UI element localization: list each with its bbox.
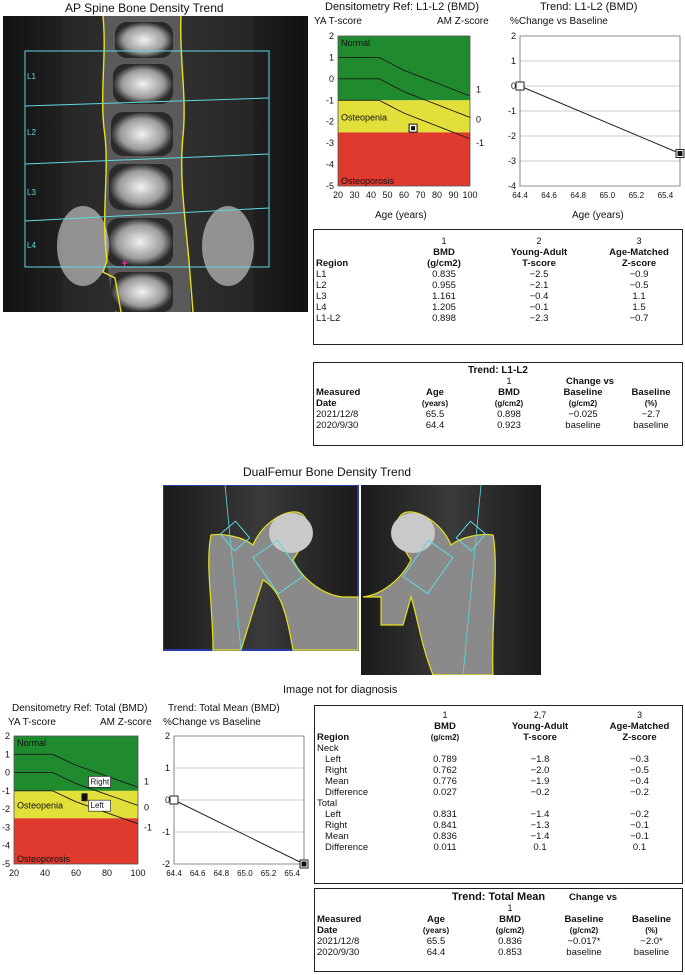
cell: −1.3 (530, 820, 550, 831)
x-tick-label: 90 (448, 190, 459, 200)
y-tick-label: -1 (325, 95, 334, 106)
y-tick-label: -3 (325, 138, 334, 149)
table-row (315, 947, 682, 958)
cell: 0.955 (432, 280, 456, 291)
cell: 0.923 (497, 420, 521, 431)
x-tick-label: 40 (365, 190, 377, 200)
trend-point-dot (678, 151, 683, 156)
y-tick-label: 1 (4, 749, 10, 760)
cell: −0.7 (629, 313, 649, 324)
vertebra-label-l4: L4 (27, 241, 36, 250)
cell: L1 (316, 269, 327, 280)
z-tick-label: -1 (144, 822, 153, 833)
densitometry-spine-chart (310, 30, 495, 205)
cell: Left (325, 754, 341, 765)
z-tick-label: 1 (476, 84, 482, 95)
cell: 0.853 (498, 947, 522, 958)
table-row (314, 409, 682, 420)
table-row (315, 842, 682, 853)
x-tick-label: 80 (101, 868, 113, 878)
trend-total-subtitle: %Change vs Baseline (163, 717, 261, 728)
col-bmd: BMD (434, 721, 456, 732)
cell: −2.5 (529, 269, 549, 280)
y-tick-label: -4 (325, 159, 334, 170)
zone-label-osteopenia: Osteopenia (341, 112, 388, 123)
trend-spine-chart (498, 30, 685, 205)
baseline-point (516, 82, 524, 90)
femur-trend-table-body (315, 936, 682, 958)
y-tick-label: -4 (1, 840, 10, 851)
table-row (314, 291, 682, 302)
vertebra-label-l3: L3 (27, 188, 36, 197)
y-tick-label: -5 (1, 859, 10, 869)
table-row (314, 280, 682, 291)
table-row (314, 302, 682, 313)
table-row (315, 936, 682, 947)
x-tick-label: 20 (332, 190, 344, 200)
cell: −2.7 (641, 409, 661, 420)
y-tick-label: -1 (1, 785, 10, 796)
cell: 0.841 (433, 820, 457, 831)
cell: −2.0 (530, 765, 550, 776)
x-tick-label: 64.6 (189, 869, 206, 878)
cell (483, 743, 597, 754)
y-tick-label: 0 (164, 795, 170, 805)
trend-point-dot (302, 862, 307, 867)
table-row (315, 743, 682, 754)
cell: −0.2 (630, 787, 649, 798)
x-tick-label: 65.2 (628, 191, 645, 200)
svg-text:+: + (121, 256, 129, 270)
cell: −2.3 (529, 313, 549, 324)
cell: 1.205 (432, 302, 456, 313)
x-tick-label: 100 (130, 868, 146, 878)
cell: 65.5 (426, 936, 446, 947)
cell: −0.2 (530, 787, 550, 798)
densitometry-total-chart (0, 730, 165, 880)
cell: −0.017* (567, 936, 601, 947)
y-tick-label: -1 (507, 106, 516, 116)
x-tick-label: 64.8 (213, 869, 230, 878)
y-tick-label: -2 (1, 804, 10, 815)
cell: −0.5 (629, 280, 649, 291)
zone-label-normal: Normal (17, 738, 47, 748)
densitometry-total-title: Densitometry Ref: Total (BMD) (12, 703, 148, 714)
densitometry-total-am-label: AM Z-score (100, 717, 152, 728)
x-tick-label: 65.4 (657, 191, 674, 200)
cell: L3 (316, 291, 327, 302)
cell: 2020/9/30 (316, 420, 359, 431)
y-tick-label: -2 (161, 859, 170, 869)
x-tick-label: 50 (382, 190, 393, 200)
table-row (314, 313, 682, 324)
col-region: Region (316, 258, 349, 269)
cell: 64.4 (426, 947, 446, 958)
x-tick-label: 20 (8, 868, 20, 878)
col-bmd: BMD (433, 247, 455, 258)
spine-table-body (314, 269, 682, 324)
spine-trend-table: Trend: L1-L2 Measured Date Age (years) 1 BMD (g/cm2) Baseline (g/cm2) Baseline (%) 2021/12/8 65.5 0.898 −0.025 −2.7 2020/9/30 64.4 0.923 baseline baseline Change vs (313, 362, 683, 446)
z-tick-label: 0 (144, 802, 150, 813)
cell: 0.836 (433, 831, 457, 842)
zone-label-osteopenia: Osteopenia (17, 800, 64, 811)
marker-label: Right (90, 777, 110, 787)
cell (483, 798, 597, 809)
cell: 0.1 (533, 842, 547, 853)
cell: Mean (325, 776, 349, 787)
y-tick-label: 1 (510, 56, 516, 66)
table-row (315, 798, 682, 809)
cell: −0.1 (630, 820, 649, 831)
cell: 2021/12/8 (316, 409, 359, 420)
cell: −2.1 (529, 280, 549, 291)
cell: −0.025 (568, 409, 598, 420)
y-tick-label: 0 (510, 81, 516, 91)
vertebra-label-l2: L2 (27, 128, 36, 137)
femur-trend-table: Trend: Total Mean Measured Date Age (years) 1 BMD (g/cm2) Baseline (g/cm2) Baseline (%) 2021/12/8 65.5 0.836 −0.017* −2.0* 2020/9/30 64.4 0.853 baseline baseline Change vs (314, 888, 683, 972)
cell: 0.762 (433, 765, 457, 776)
cell: −0.2 (630, 809, 649, 820)
baseline-point (170, 796, 178, 804)
cell: Difference (325, 787, 369, 798)
y-tick-label: -5 (325, 181, 334, 191)
table-row (315, 831, 682, 842)
cell: L1-L2 (316, 313, 341, 324)
cell: baseline (633, 947, 670, 958)
x-tick-label: 40 (39, 868, 51, 878)
y-tick-label: -1 (161, 827, 170, 837)
densitometry-spine-am-label: AM Z-score (437, 16, 489, 27)
cell: Left (325, 809, 341, 820)
cell: −0.4 (630, 776, 649, 787)
x-tick-label: 65.2 (260, 869, 277, 878)
cell: 0.776 (433, 776, 457, 787)
femur-trend-table-title: Trend: Total Mean (451, 891, 546, 903)
cell (597, 798, 682, 809)
vertebra-label-l1: L1 (27, 72, 36, 81)
y-tick-label: 0 (328, 73, 334, 84)
cell: L2 (316, 280, 327, 291)
z-tick-label: 0 (476, 114, 482, 125)
cell: 0.831 (433, 809, 457, 820)
y-tick-label: -3 (507, 156, 516, 166)
spine-trend-table-title: Trend: L1-L2 (467, 365, 528, 376)
table-row (314, 420, 682, 431)
table-row (315, 809, 682, 820)
table-row (315, 787, 682, 798)
cell: −0.1 (529, 302, 549, 313)
trend-spine-title: Trend: L1-L2 (BMD) (540, 1, 638, 13)
x-tick-label: 80 (431, 190, 443, 200)
cell: Mean (325, 831, 349, 842)
marker-label: Left (90, 801, 104, 811)
cell: 1.161 (432, 291, 456, 302)
zone-label-normal: Normal (341, 38, 371, 48)
x-tick-label: 65.0 (237, 869, 253, 878)
x-tick-label: 60 (398, 190, 410, 200)
cell: 1.1 (632, 291, 646, 302)
trend-total-title: Trend: Total Mean (BMD) (168, 703, 280, 714)
spine-trend-change-vs: Change vs (566, 376, 615, 387)
table-row (315, 776, 682, 787)
x-tick-label: 100 (462, 190, 478, 200)
y-tick-label: 1 (164, 763, 170, 773)
x-tick-label: 70 (415, 190, 426, 200)
x-tick-label: 64.4 (166, 869, 182, 878)
cell: −1.4 (530, 809, 550, 820)
spine-xray (3, 16, 308, 312)
cell: −2.0* (640, 936, 663, 947)
cell (407, 743, 483, 754)
cell: Right (325, 820, 348, 831)
spine-trend-table-body (314, 409, 682, 431)
trend-total-chart (160, 730, 310, 880)
col-zscore: Age-Matched (609, 721, 670, 732)
cell: −0.1 (630, 831, 649, 842)
trend-spine-subtitle: %Change vs Baseline (510, 16, 608, 27)
cell: 0.789 (433, 754, 457, 765)
col-tscore: Young-Adult (511, 721, 569, 732)
table-row (315, 754, 682, 765)
x-tick-label: 64.6 (541, 191, 557, 200)
col-zscore: Age-Matched (609, 247, 669, 258)
spine-image (3, 16, 308, 312)
cell: 64.4 (425, 420, 445, 431)
x-tick-label: 60 (70, 868, 82, 878)
cell (407, 798, 483, 809)
cell: Neck (317, 743, 339, 754)
table-row (315, 765, 682, 776)
cell: 65.5 (425, 409, 445, 420)
cell: Right (325, 765, 348, 776)
densitometry-spine-title: Densitometry Ref: L1-L2 (BMD) (325, 1, 480, 13)
femur-xray (163, 485, 541, 675)
cell: Difference (325, 842, 369, 853)
cell: 0.027 (433, 787, 457, 798)
z-tick-label: 1 (144, 776, 150, 787)
femur-trend-change-vs: Change vs (569, 892, 618, 903)
femur-image (163, 485, 541, 675)
cell: 0.836 (498, 936, 522, 947)
cell: −0.3 (630, 754, 649, 765)
cell: 2021/12/8 (317, 936, 360, 947)
cell: −1.4 (530, 831, 550, 842)
y-tick-label: -2 (325, 116, 334, 127)
y-tick-label: 2 (510, 31, 516, 41)
table-row (315, 820, 682, 831)
femur-image-title: DualFemur Bone Density Trend (243, 465, 412, 479)
cell: 0.011 (433, 842, 457, 853)
cell: L4 (316, 302, 327, 313)
x-tick-label: 65.4 (284, 869, 300, 878)
cell: 0.898 (497, 409, 521, 420)
x-tick-label: 64.8 (570, 191, 586, 200)
x-tick-label: 30 (349, 190, 360, 200)
y-tick-label: 2 (328, 31, 334, 41)
densitometry-spine-xlabel: Age (years) (375, 210, 427, 221)
spine-image-title: AP Spine Bone Density Trend (65, 1, 224, 15)
cell: −0.5 (630, 765, 649, 776)
x-tick-label: 65.0 (599, 191, 616, 200)
cell: Total (317, 798, 338, 809)
col-tscore: Young-Adult (510, 247, 568, 258)
cell: −1.8 (530, 754, 550, 765)
cell: baseline (565, 420, 601, 431)
patient-marker-dot (411, 126, 415, 130)
x-tick-label: 64.4 (512, 191, 528, 200)
cell: 1.5 (632, 302, 646, 313)
y-tick-label: 2 (164, 731, 170, 741)
y-tick-label: 0 (4, 767, 10, 778)
densitometry-total-ya-label: YA T-score (8, 717, 56, 728)
cell: baseline (633, 420, 669, 431)
zone-label-osteoporosis: Osteoporosis (17, 854, 71, 864)
zone-label-osteoporosis: Osteoporosis (341, 176, 395, 186)
y-tick-label: 2 (4, 731, 10, 741)
femur-table-body (315, 743, 682, 853)
y-tick-label: -4 (507, 181, 516, 191)
femur-results-table: Region 1 BMD (g/cm2) 2,7 Young-Adult T-score 3 Age-Matched Z-score Neck Left 0.789 −1.8 −0.3 Right 0.762 −2.0 −0.5 Mean 0.776 −1.9 −0.4 Difference 0.027 −0.2 −0.2 Total Left 0.831 −1.4 −0.2 Right 0.841 −1.3 −0.1 Mean 0.836 −1.4 −0.1 Difference 0.011 0.1 0.1 (314, 705, 683, 884)
y-tick-label: -3 (1, 822, 10, 833)
cell: −0.9 (629, 269, 649, 280)
femur-disclaimer: Image not for diagnosis (283, 684, 398, 696)
cell (597, 743, 682, 754)
cell: 2020/9/30 (317, 947, 360, 958)
densitometry-spine-ya-label: YA T-score (314, 16, 362, 27)
cell: 0.835 (432, 269, 456, 280)
cell: 0.898 (432, 313, 456, 324)
y-tick-label: 1 (328, 52, 334, 63)
cell: baseline (566, 947, 602, 958)
patient-marker (82, 795, 88, 801)
y-tick-label: -2 (507, 131, 516, 141)
table-row (314, 269, 682, 280)
col-region: Region (317, 732, 350, 743)
spine-results-table: Region 1 BMD (g/cm2) 2 Young-Adult T-score 3 Age-Matched Z-score L1 0.835 −2.5 −0.9 L2 0.955 −2.1 −0.5 L3 1.161 −0.4 1.1 L4 1.205 −0.1 1.5 L1-L2 0.898 −2.3 −0.7 (313, 229, 683, 345)
trend-spine-xlabel: Age (years) (572, 210, 624, 221)
cell: 0.1 (632, 842, 647, 853)
cell: −1.9 (530, 776, 550, 787)
cell: −0.4 (529, 291, 549, 302)
z-tick-label: -1 (476, 138, 485, 149)
